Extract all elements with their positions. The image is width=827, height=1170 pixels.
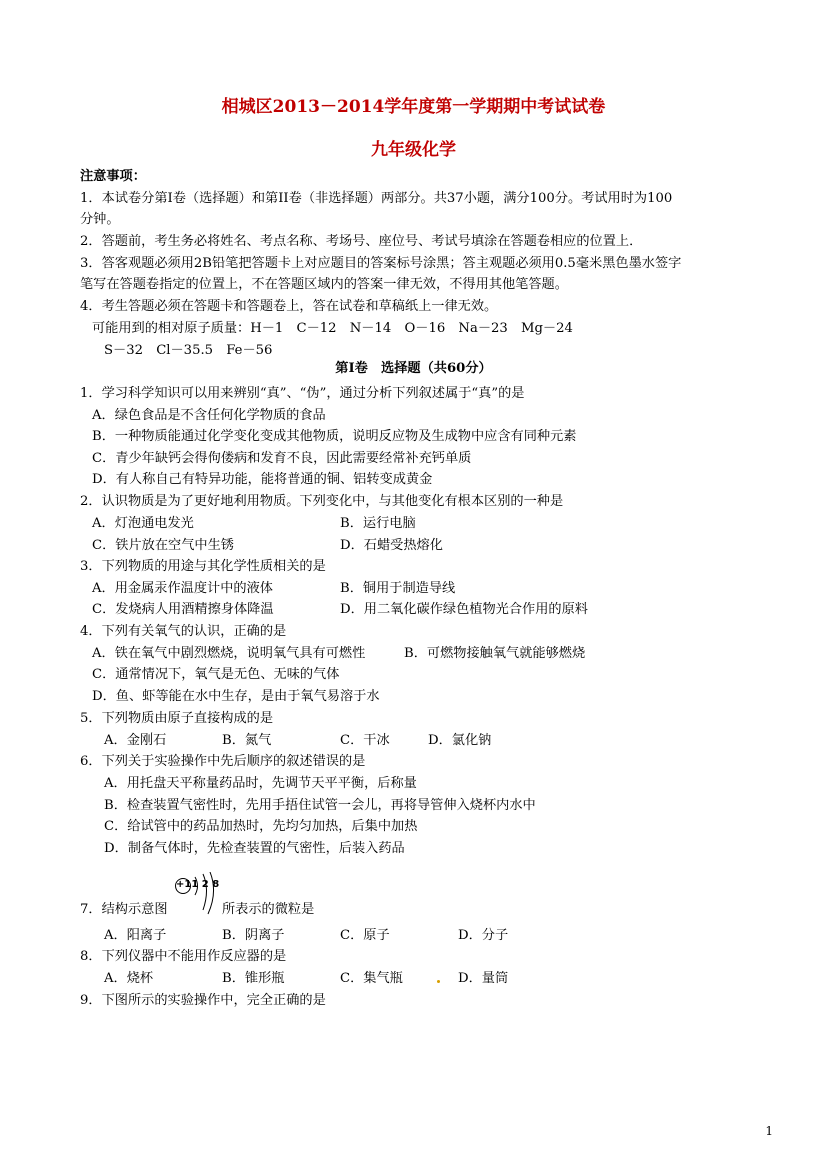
option: A．绿色食品是不含任何化学物质的食品 (92, 408, 326, 423)
note-line: 分钟。 (80, 212, 120, 227)
exam-title: 相城区2013－2014学年度第一学期期中考试试卷 (221, 97, 606, 117)
question-7: 7．结构示意图 (80, 902, 168, 917)
exam-subtitle: 九年级化学 (371, 140, 456, 160)
option: D．量筒 (458, 971, 509, 986)
atomic-mass-line: S－32 Cl－35.5 Fe－56 (104, 343, 273, 358)
diagram-label: +11 2 8 (176, 879, 220, 890)
option: D．分子 (458, 928, 509, 943)
option: B．阴离子 (222, 928, 285, 943)
option: A．用托盘天平称量药品时，先调节天平平衡，后称量 (104, 776, 417, 791)
option: C．通常情况下，氧气是无色、无味的气体 (92, 667, 340, 682)
option: C．干冰 (340, 733, 390, 748)
option: C．给试管中的药品加热时，先均匀加热，后集中加热 (104, 819, 418, 834)
option: C．青少年缺钙会得佝偻病和发育不良，因此需要经常补充钙单质 (92, 451, 472, 466)
question-1: 1．学习科学知识可以用来辨别“真”、“伪”，通过分析下列叙述属于“真”的是 (80, 386, 525, 401)
question-2: 2．认识物质是为了更好地利用物质。下列变化中，与其他变化有根本区别的一种是 (80, 494, 564, 509)
option: B．检查装置气密性时，先用手捂住试管一会儿，再将导管伸入烧杯内水中 (104, 798, 536, 813)
option: D．制备气体时，先检查装置的气密性，后装入药品 (104, 841, 405, 856)
note-line: 1．本试卷分第Ⅰ卷（选择题）和第II卷（非选择题）两部分。共37小题，满分100分。考试用时为100 (80, 191, 673, 206)
option: B．锥形瓶 (222, 971, 285, 986)
atomic-structure-diagram (174, 872, 224, 916)
stray-mark (437, 980, 440, 983)
note-line: 3．答客观题必须用2B铅笔把答题卡上对应题目的答案标号涂黑；答主观题必须用0.5毫米黑色墨水签字 (80, 256, 682, 271)
option: D．用二氧化碳作绿色植物光合作用的原料 (340, 602, 588, 617)
question-5: 5．下列物质由原子直接构成的是 (80, 711, 274, 726)
option: A．阳离子 (104, 928, 167, 943)
note-line: 2．答题前，考生务必将姓名、考点名称、考场号、座位号、考试号填涂在答题卷相应的位置上． (80, 234, 643, 249)
option: C．铁片放在空气中生锈 (92, 538, 234, 553)
question-9: 9．下图所示的实验操作中，完全正确的是 (80, 993, 326, 1008)
note-line: 笔写在答题卷指定的位置上，不在答题区域内的答案一律无效，不得用其他笔答题。 (80, 277, 568, 292)
option: A．铁在氧气中剧烈燃烧，说明氧气具有可燃性 (92, 646, 366, 661)
option: A．烧杯 (104, 971, 154, 986)
question-4: 4．下列有关氧气的认识，正确的是 (80, 624, 287, 639)
note-line: 4．考生答题必须在答题卡和答题卷上，答在试卷和草稿纸上一律无效。 (80, 299, 498, 314)
atomic-mass-line: 可能用到的相对原子质量：H－1 C－12 N－14 O－16 Na－23 Mg－24 (92, 321, 573, 336)
option: A．用金属汞作温度计中的液体 (92, 581, 273, 596)
option: D．鱼、虾等能在水中生存，是由于氧气易溶于水 (92, 689, 380, 704)
page-number: 1 (765, 1124, 773, 1138)
option: B．一种物质能通过化学变化变成其他物质，说明反应物及生成物中应含有同种元素 (92, 429, 577, 444)
question-3: 3．下列物质的用途与其化学性质相关的是 (80, 559, 326, 574)
option: D．石蜡受热熔化 (340, 538, 443, 553)
option: B．运行电脑 (340, 516, 416, 531)
option: C．发烧病人用酒精擦身体降温 (92, 602, 274, 617)
option: D．有人称自己有特异功能，能将普通的铜、铝转变成黄金 (92, 472, 433, 487)
question-6: 6．下列关于实验操作中先后顺序的叙述错误的是 (80, 754, 366, 769)
notes-heading: 注意事项： (80, 169, 146, 184)
section-title: 第Ⅰ卷 选择题（共60分） (335, 361, 492, 376)
option: B．氮气 (222, 733, 272, 748)
option: A．灯泡通电发光 (92, 516, 194, 531)
option: B．铜用于制造导线 (340, 581, 456, 596)
question-7-tail: 所表示的微粒是 (222, 902, 315, 917)
option: C．原子 (340, 928, 390, 943)
question-8: 8．下列仪器中不能用作反应器的是 (80, 949, 287, 964)
option: C．集气瓶 (340, 971, 403, 986)
option: A．金刚石 (104, 733, 167, 748)
option: D．氯化钠 (428, 733, 492, 748)
option: B．可燃物接触氧气就能够燃烧 (404, 646, 586, 661)
